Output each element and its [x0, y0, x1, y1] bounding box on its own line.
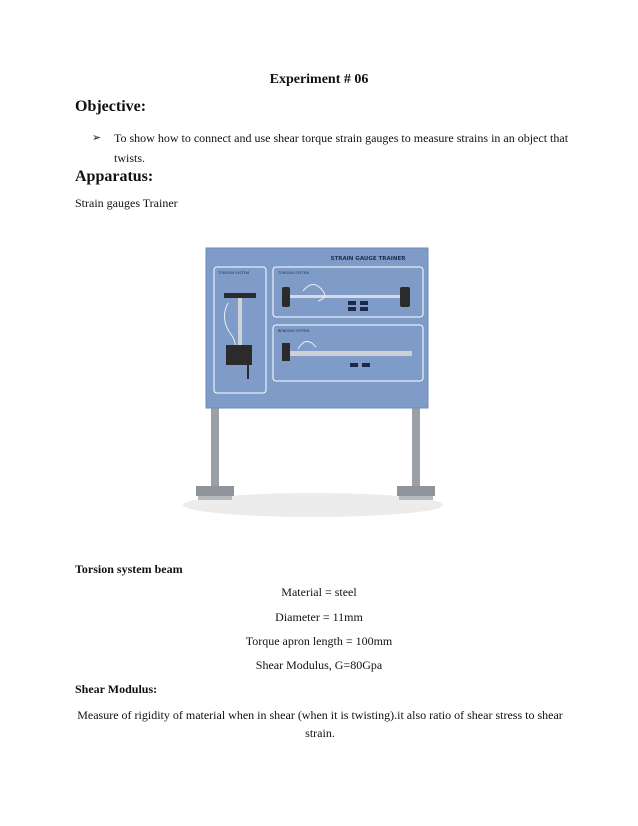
- objective-bullet: [92, 128, 572, 168]
- apparatus-text: Strain gauges Trainer: [75, 196, 178, 210]
- apparatus-heading: Apparatus:: [75, 168, 154, 185]
- objective-bullet-text: To show how to connect and use shear torque strain gauges to measure strains in an object that twists.: [114, 131, 569, 165]
- experiment-title: Experiment # 06: [269, 72, 369, 87]
- arrow-bullet-icon: ➢: [92, 131, 102, 144]
- spec-shear-modulus: Shear Modulus, G=80Gpa: [255, 658, 383, 672]
- panel-title: STRAIN GAUGE TRAINER: [330, 256, 406, 262]
- label-bending: BENDING SYSTEM: [278, 329, 310, 333]
- objective-heading: Objective:: [75, 98, 147, 115]
- spec-diameter: Diameter = 11mm: [275, 610, 363, 624]
- spec-torque-apron-length: Torque apron length = 100mm: [245, 634, 393, 648]
- label-torsion-top: TORSION SYSTEM: [278, 271, 310, 275]
- shear-modulus-heading: Shear Modulus:: [75, 682, 158, 696]
- trainer-illustration: [178, 243, 448, 521]
- label-torsion-left: TORSION SYSTEM: [218, 271, 250, 275]
- shear-modulus-text: Measure of rigidity of material when in shear (when it is twisting).it also ratio of shear stress to shear strain.: [77, 708, 563, 740]
- torsion-heading: Torsion system beam: [75, 562, 183, 576]
- spec-material: Material = steel: [281, 585, 357, 599]
- strain-gauge-trainer-image: [178, 243, 448, 521]
